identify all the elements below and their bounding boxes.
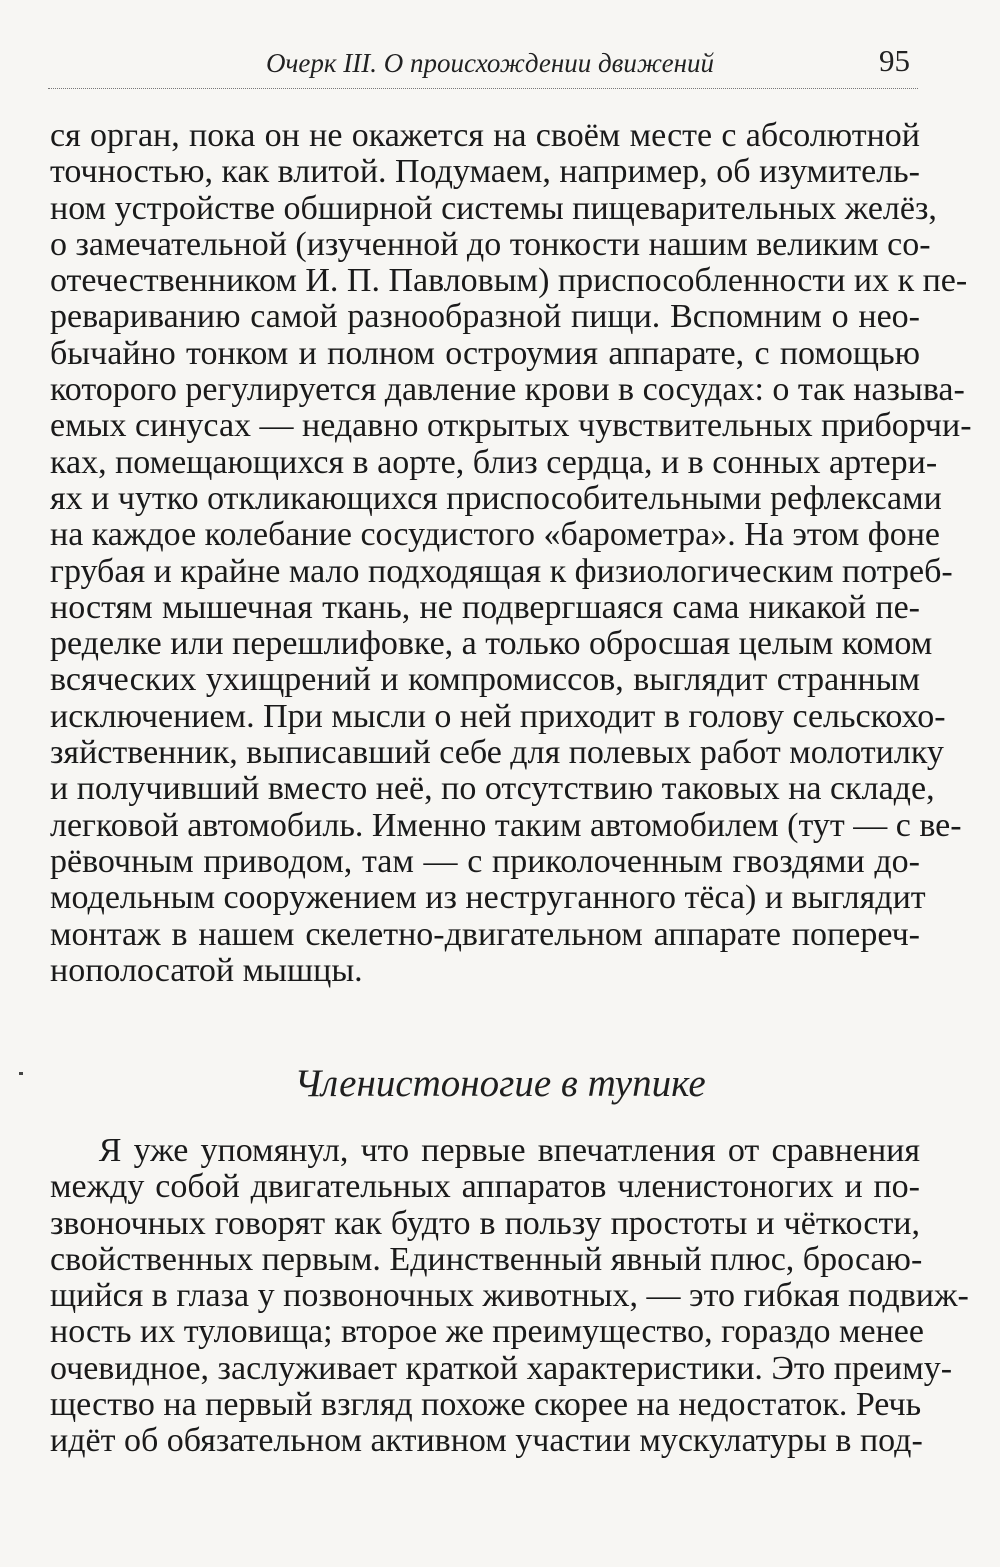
section-title: Членистоногие в тупике — [294, 1062, 706, 1105]
text-line: щество на первый взгляд похоже скорее на недостаток. Речь — [50, 1386, 922, 1424]
text-line: ся орган, пока он не окажется на своём месте с абсолютной — [50, 117, 920, 154]
text-line: монтаж в нашем скелетно-двигательном аппарате попереч- — [50, 915, 920, 953]
running-header — [48, 44, 918, 89]
text-line: исключением. При мысли о ней приходит в голову сельскохо- — [50, 697, 946, 735]
text-line: щийся в глаза у позвоночных животных, — это гибкая подвиж- — [50, 1277, 969, 1315]
text-line: о замечательной (изученной до тонкости нашим великим со- — [50, 225, 931, 263]
text-line: модельным сооружением из неструганного тёса) и выглядит — [50, 879, 926, 917]
paragraph-2 — [50, 1132, 969, 1460]
text-line: ревариванию самой разнообразной пищи. Вспомним о нео- — [50, 298, 920, 336]
paragraph-1 — [50, 117, 972, 989]
text-line: ях и чутко откликающихся приспособительными рефлексами — [50, 479, 942, 517]
text-line: ностям мышечная ткань, не подвергшаяся сама никакой пе- — [50, 588, 920, 626]
text-line: нополосатой мышцы. — [50, 951, 363, 989]
text-line: емых синусах — недавно открытых чувствительных приборчи- — [50, 407, 972, 445]
text-line: бычайно тонком и полном остроумия аппарате, с помощью — [50, 334, 920, 372]
text-line: рёвочным приводом, там — с приколоченным гвоздями до- — [50, 842, 920, 880]
text-line: свойственных первым. Единственный явный плюс, бросаю- — [50, 1240, 923, 1278]
text-line: очевидное, заслуживает краткой характеристики. Это преиму- — [50, 1349, 953, 1387]
text-line: звоночных говорят как будто в пользу простоты и чёткости, — [50, 1204, 920, 1242]
text-line: ном устройстве обширной системы пищеварительных желёз, — [50, 189, 937, 227]
text-line: Я уже упомянул, что первые впечатления от сравнения — [50, 1132, 920, 1169]
text-line: и получивший вместо неё, по отсутствию таковых на складе, — [50, 770, 935, 808]
page-number: 95 — [879, 43, 910, 78]
text-line: легковой автомобиль. Именно таким автомобилем (тут — с ве- — [50, 806, 962, 844]
text-line: грубая и крайне мало подходящая к физиологическим потреб- — [50, 552, 953, 590]
text-line: на каждое колебание сосудистого «барометра». На этом фоне — [50, 516, 941, 554]
text-line: идёт об обязательном активном участии мускулатуры в под- — [50, 1422, 923, 1460]
running-title: Очерк III. О происхождении движений — [266, 48, 714, 78]
text-line: всяческих ухищрений и компромиссов, выглядит странным — [50, 661, 920, 699]
text-line: между собой двигательных аппаратов членистоногих и по- — [50, 1168, 920, 1206]
text-line: которого регулируется давление крови в сосудах: о так называ- — [50, 371, 965, 409]
text-line: ках, помещающихся в аорте, близ сердца, и в сонных артери- — [50, 443, 938, 481]
text-line: зяйственник, выписавший себе для полевых работ молотилку — [50, 734, 944, 772]
text-line: отечественником И. П. Павловым) приспособленности их к пе- — [50, 262, 968, 300]
text-line: ность их туловища; второе же преимущество, гораздо менее — [50, 1313, 924, 1351]
text-line: точностью, как влитой. Подумаем, например, об изумитель- — [50, 153, 920, 191]
text-line: ределке или перешлифовке, а только обросшая целым комом — [50, 625, 933, 663]
